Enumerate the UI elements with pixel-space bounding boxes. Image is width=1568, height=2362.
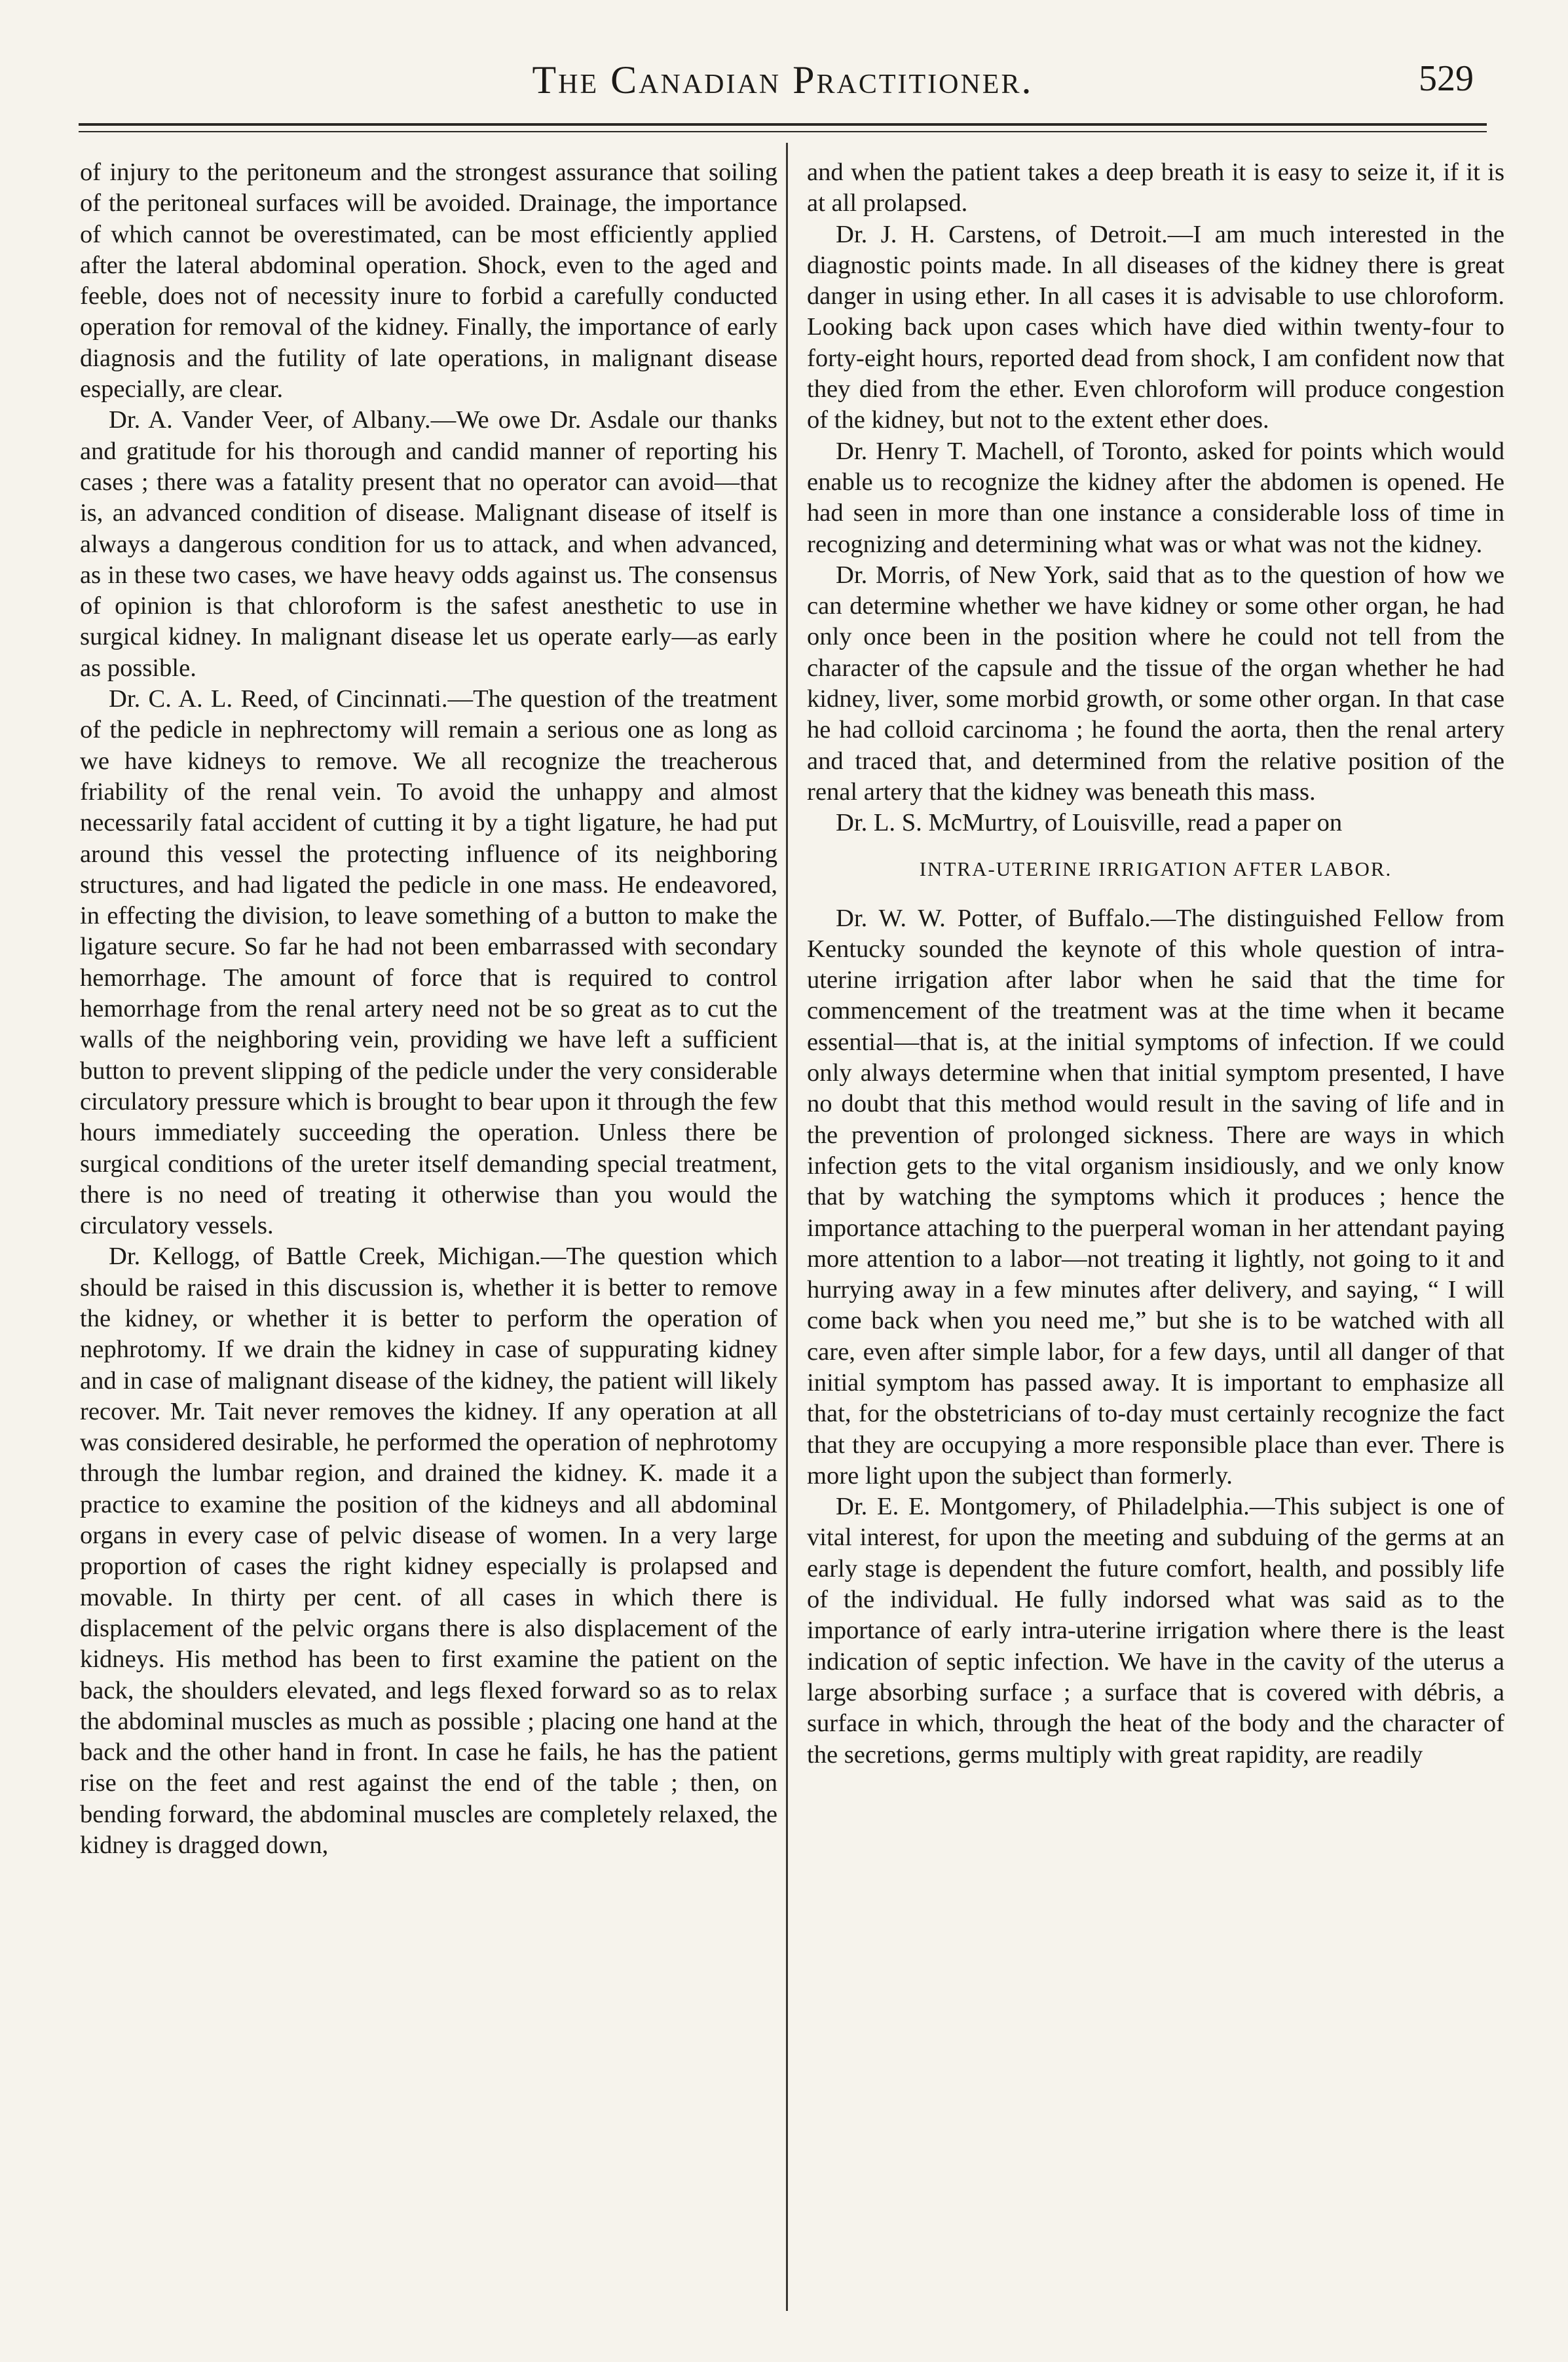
header-rule-thick: [79, 123, 1487, 126]
paragraph: Dr. J. H. Carstens, of Detroit.—I am much interested in the diagnostic points made. In all diseases of the kidney there is great danger in using ether. In all cases it is advisable to use chloroform. Looking back upon cases which have died within twenty-four to forty-eight hours, reported dead from shock, I am confident now that they died from the ether. Even chloroform will produce congestion of the kidney, but not to the extent ether does.: [807, 220, 1504, 434]
paragraph: Dr. C. A. L. Reed, of Cincinnati.—The question of the treatment of the pedicle in nephrectomy will remain a serious one as long as we have kidneys to remove. We all recognize the treacherous friability of the renal vein. To avoid the unhappy and almost necessarily fatal accident of cutting it by a tight ligature, he had put around this vessel the protecting influence of its neighboring structures, and had ligated the pedicle in one mass. He endeavored, in effecting the division, to leave something of a button to make the ligature secure. So far he had not been embarrassed with secondary hemorrhage. The amount of force that is required to control hemorrhage from the renal artery need not be so great as to cut the walls of the neighboring vein, providing we have left a sufficient button to prevent slipping of the pedicle under the very considerable circulatory pressure which is brought to bear upon it through the few hours immediately succeeding the operation. Unless there be surgical conditions of the ureter itself demanding special treatment, there is no need of treating it otherwise than you would the circulatory vessels.: [80, 685, 777, 1240]
paragraph: Dr. L. S. McMurtry, of Louisville, read a paper on: [836, 809, 1343, 837]
journal-title: The Canadian Practitioner.: [532, 58, 1034, 102]
paragraph: of injury to the peritoneum and the strongest assurance that soiling of the peritoneal surfaces will be avoided. Drainage, the importance of which cannot be overestimated, can be most efficiently applied after the lateral abdominal operation. Shock, even to the aged and feeble, does not of necessity inure to forbid a carefully conducted operation for removal of the kidney. Finally, the importance of early diagnosis and the futility of late operations, in malignant disease especially, are clear.: [80, 159, 777, 403]
header-rule-thin: [79, 131, 1487, 132]
paragraph: Dr. W. W. Potter, of Buffalo.—The distinguished Fellow from Kentucky sounded the keynote of this whole question of intra-uterine irrigation after labor when he said that the time for commencement of the treatment was at the time when it became essential—that is, at the initial symptoms of infection. If we could only always determine when that initial symptom presented, I have no doubt that this method would result in the saving of life and in the prevention of prolonged sickness. There are ways in which infection gets to the vital organism insidiously, and we only know that by watching the symptoms which it produces ; hence the importance attaching to the puerperal woman in her attendant paying more attention to a labor—not treating it lightly, not going to it and hurrying away in a few minutes after delivery, and saying, “ I will come back when you need me,” but she is to be watched with all care, even after simple labor, for a few days, until all danger of that initial symptom has passed away. It is important to emphasize all that, for the obstetricians of to-day must certainly recognize the fact that they are occupying a more responsible place than ever. There is more light upon the subject than formerly.: [807, 904, 1504, 1490]
section-heading: INTRA-UTERINE IRRIGATION AFTER LABOR.: [919, 857, 1392, 880]
paragraph: Dr. E. E. Montgomery, of Philadelphia.—This subject is one of vital interest, for upon the meeting and subduing of the germs at an early stage is dependent the future comfort, health, and possibly life of the individual. He fully indorsed what was said as to the importance of early intra-uterine irrigation where there is the least indication of septic infection. We have in the cavity of the uterus a large absorbing surface ; a surface that is covered with débris, a surface in which, through the heat of the body and the character of the secretions, germs multiply with great rapidity, are readily: [807, 1493, 1504, 1769]
page-number: 529: [1419, 58, 1474, 99]
paragraph: Dr. Morris, of New York, said that as to the question of how we can determine whether we have kidney or some other organ, he had only once been in the position where he could not tell from the character of the capsule and the tissue of the organ whether he had kidney, liver, some morbid growth, or some other organ. In that case he had colloid carcinoma ; he found the aorta, then the renal artery and traced that, and determined from the relative position of the renal artery that the kidney was beneath this mass.: [807, 561, 1504, 806]
paragraph: and when the patient takes a deep breath it is easy to seize it, if it is at all prolapsed.: [807, 159, 1504, 217]
running-header: [79, 58, 1487, 117]
column-divider: [786, 143, 788, 2311]
right-column: [807, 157, 1504, 1771]
paragraph: Dr. Henry T. Machell, of Toronto, asked for points which would enable us to recognize the kidney after the abdomen is opened. He had seen in more than one instance a considerable loss of time in recognizing and determining what was or what was not the kidney.: [807, 437, 1504, 558]
paragraph: Dr. Kellogg, of Battle Creek, Michigan.—The question which should be raised in this discussion is, whether it is better to remove the kidney, or whether it is better to perform the operation of nephrotomy. If we drain the kidney in case of suppurating kidney and in case of malignant disease of the kidney, the patient will likely recover. Mr. Tait never removes the kidney. If any operation at all was considered desirable, he performed the operation of nephrotomy through the lumbar region, and drained the kidney. K. made it a practice to examine the position of the kidneys and all abdominal organs in every case of pelvic disease of women. In a very large proportion of cases the right kidney especially is prolapsed and movable. In thirty per cent. of all cases in which there is displacement of the pelvic organs there is also displacement of the kidneys. His method has been to first examine the patient on the back, the shoulders elevated, and legs flexed forward so as to relax the abdominal muscles as much as possible ; placing one hand at the back and the other hand in front. In case he fails, he has the patient rise on the feet and rest against the end of the table ; then, on bending forward, the abdominal muscles are completely relaxed, the kidney is dragged down,: [80, 1243, 777, 1860]
left-column: [80, 157, 777, 1861]
paragraph: Dr. A. Vander Veer, of Albany.—We owe Dr. Asdale our thanks and gratitude for his thorough and candid manner of reporting his cases ; there was a fatality present that no operator can avoid—that is, an advanced condition of disease. Malignant disease of itself is always a dangerous condition for us to attack, and when advanced, as in these two cases, we have heavy odds against us. The consensus of opinion is that chloroform is the safest anesthetic to use in surgical kidney. In malignant disease let us operate early—as early as possible.: [80, 406, 777, 682]
